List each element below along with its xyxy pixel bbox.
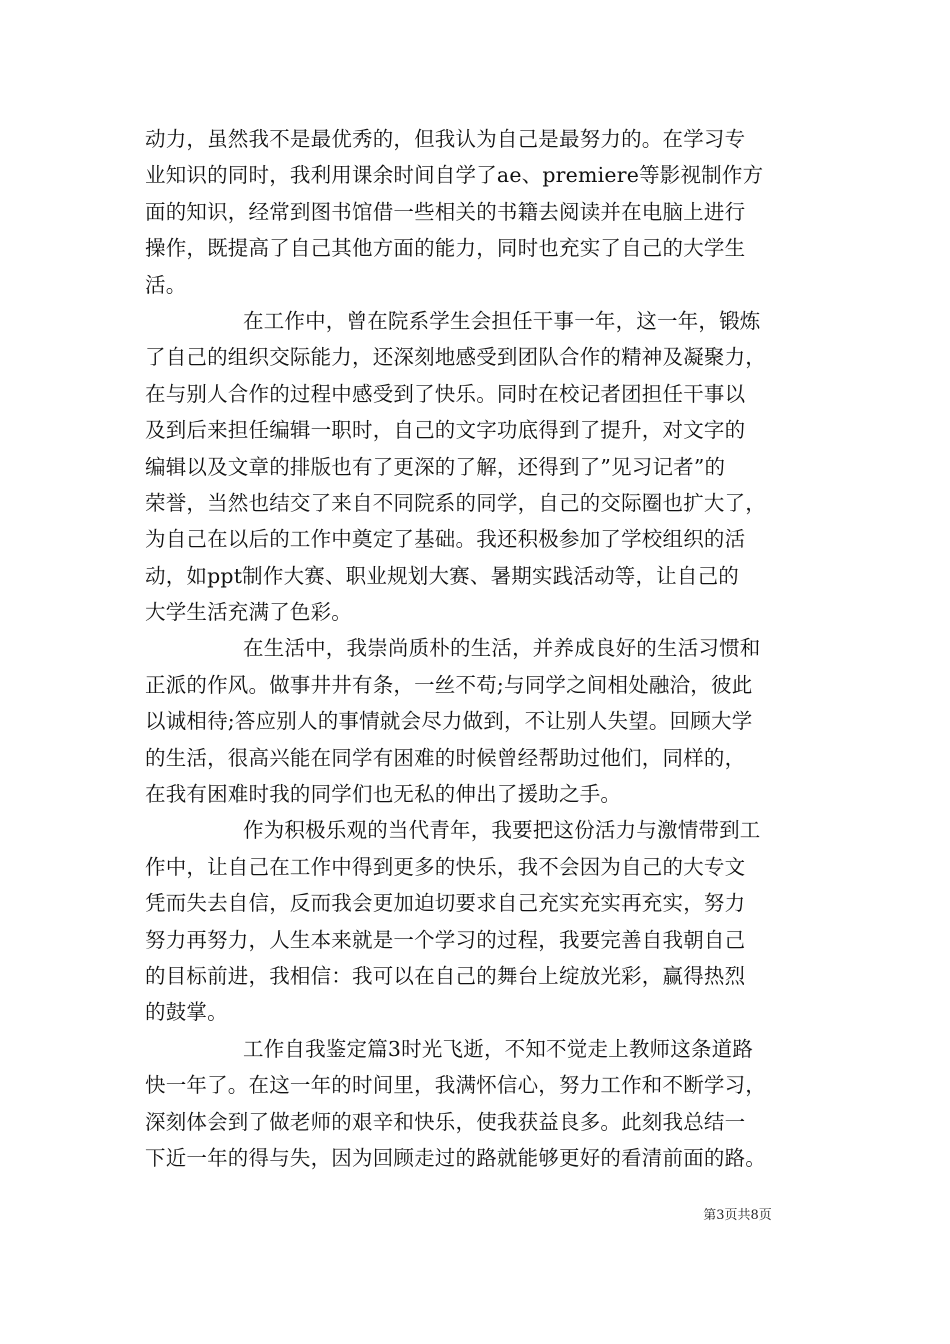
text-line: 的生活，很高兴能在同学有困难的时候曾经帮助过他们，同样的， [145, 745, 746, 770]
paragraph-start-line: 作为积极乐观的当代青年，我要把这份活力与激情带到工 [243, 818, 761, 843]
text-line: 动力，虽然我不是最优秀的，但我认为自己是最努力的。在学习专 [145, 127, 746, 151]
text-line: 荣誉，当然也结交了来自不同院系的同学，自己的交际圈也扩大了， [145, 490, 766, 515]
text-line: 活。 [145, 272, 187, 297]
text-line: 的鼓掌。 [145, 1000, 228, 1025]
text-line: 在与别人合作的过程中感受到了快乐。同时在校记者团担任干事以 [145, 381, 746, 406]
text-line: 操作，既提高了自己其他方面的能力，同时也充实了自己的大学生 [145, 236, 746, 261]
page-footer [0, 1204, 950, 1223]
text-line: 快一年了。在这一年的时间里，我满怀信心，努力工作和不断学习， [145, 1073, 766, 1098]
text-line: 正派的作风。做事井井有条，一丝不苟;与同学之间相处融洽，彼此 [145, 672, 753, 697]
text-line: 努力再努力，人生本来就是一个学习的过程，我要完善自我朝自己 [145, 927, 746, 952]
text-line: 业知识的同时，我利用课余时间自学了ae、premiere等影视制作方 [145, 163, 764, 188]
text-line: 以诚相待;答应别人的事情就会尽力做到，不让别人失望。回顾大学 [145, 709, 753, 734]
text-line: 面的知识，经常到图书馆借一些相关的书籍去阅读并在电脑上进行 [145, 199, 746, 224]
paragraph-start-line: 在生活中，我崇尚质朴的生活，并养成良好的生活习惯和 [243, 636, 761, 661]
text-line: 为自己在以后的工作中奠定了基础。我还积极参加了学校组织的活 [145, 527, 746, 552]
text-line: 及到后来担任编辑一职时，自己的文字功底得到了提升，对文字的 [145, 418, 746, 443]
paragraph-start-line: 在工作中，曾在院系学生会担任干事一年，这一年，锻炼 [243, 308, 761, 333]
text-line: 了自己的组织交际能力，还深刻地感受到团队合作的精神及凝聚力， [145, 345, 766, 370]
text-line: 动，如ppt制作大赛、职业规划大赛、暑期实践活动等，让自己的 [145, 563, 739, 588]
text-line: 的目标前进，我相信：我可以在自己的舞台上绽放光彩，赢得热烈 [145, 963, 746, 988]
text-line: 大学生活充满了色彩。 [145, 600, 352, 625]
text-line: 深刻体会到了做老师的艰辛和快乐，使我获益良多。此刻我总结一 [145, 1109, 746, 1134]
text-line: 作中，让自己在工作中得到更多的快乐，我不会因为自己的大专文 [145, 854, 746, 879]
text-line: 编辑以及文章的排版也有了更深的了解，还得到了”见习记者”的 [145, 454, 726, 479]
paragraph-start-line: 工作自我鉴定篇3时光飞逝，不知不觉走上教师这条道路 [243, 1036, 754, 1061]
text-line: 凭而失去自信，反而我会更加迫切要求自己充实充实再充实，努力 [145, 891, 746, 916]
text-line: 下近一年的得与失，因为回顾走过的路就能够更好的看清前面的路。 [145, 1145, 766, 1170]
body-text [145, 121, 810, 1176]
text-line: 在我有困难时我的同学们也无私的伸出了援助之手。 [145, 782, 622, 807]
page-number-label: 第3页共8页 [703, 1208, 772, 1223]
